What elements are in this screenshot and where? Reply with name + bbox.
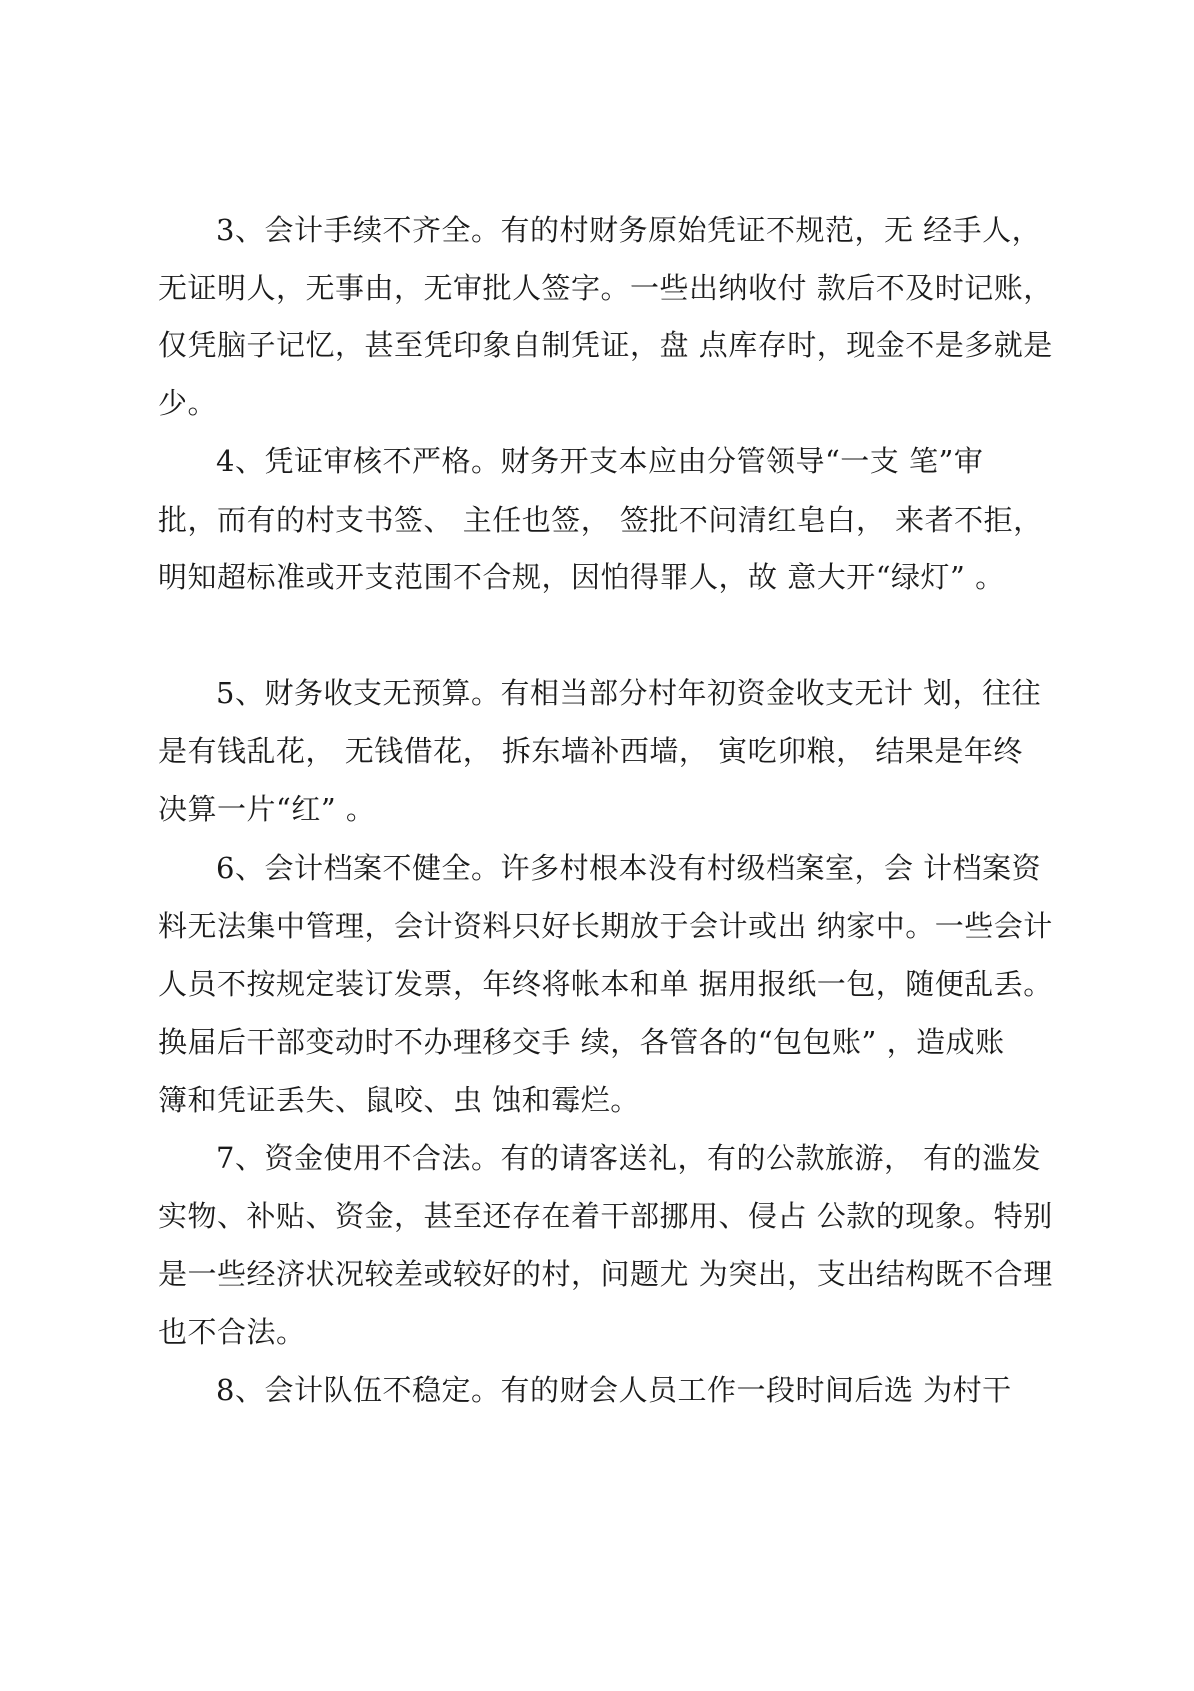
line-text: 实物、补贴、资金，甚至还存在着干部挪用、侵占 公款的现象。特别 <box>158 1199 1053 1233</box>
line-text: 是有钱乱花， 无钱借花， 拆东墙补西墙， 寅吃卯粮， 结果是年终 <box>158 734 1023 768</box>
paragraph-6-line-5 <box>0 1080 1194 1120</box>
line-text: 无证明人，无事由，无审批人签字。一些出纳收付 款后不及时记账， <box>158 271 1053 305</box>
line-text: 3、会计手续不齐全。有的村财务原始凭证不规范，无 经手人， <box>216 213 1042 247</box>
paragraph-4-line-1 <box>0 441 1194 481</box>
paragraph-6-line-3 <box>0 964 1194 1004</box>
paragraph-5-line-2 <box>0 731 1194 771</box>
line-text: 换届后干部变动时不办理移交手 续，各管各的“包包账” ，造成账 <box>158 1025 1005 1059</box>
paragraph-4-line-3 <box>0 557 1194 597</box>
paragraph-6-line-4 <box>0 1022 1194 1062</box>
paragraph-5-line-3 <box>0 789 1194 829</box>
paragraph-7-line-4 <box>0 1312 1194 1352</box>
paragraph-4-line-2 <box>0 500 1194 540</box>
line-text: 是一些经济状况较差或较好的村，问题尤 为突出，支出结构既不合理 <box>158 1257 1053 1291</box>
paragraph-3-line-3 <box>0 325 1194 365</box>
line-text: 5、财务收支无预算。有相当部分村年初资金收支无计 划，往往 <box>216 676 1042 710</box>
line-text: 明知超标准或开支范围不合规，因怕得罪人，故 意大开“绿灯” 。 <box>158 560 1005 594</box>
paragraph-6-line-2 <box>0 906 1194 946</box>
paragraph-3-line-2 <box>0 268 1194 308</box>
paragraph-5-line-1 <box>0 673 1194 713</box>
line-text: 也不合法。 <box>158 1315 306 1349</box>
line-text: 人员不按规定装订发票，年终将帐本和单 据用报纸一包，随便乱丢。 <box>158 967 1053 1001</box>
line-text: 8、会计队伍不稳定。有的财会人员工作一段时间后选 为村干 <box>216 1373 1012 1407</box>
paragraph-7-line-2 <box>0 1196 1194 1236</box>
line-text: 少。 <box>158 386 218 420</box>
line-text: 6、会计档案不健全。许多村根本没有村级档案室，会 计档案资 <box>216 851 1042 885</box>
paragraph-6-line-1 <box>0 848 1194 888</box>
line-text: 料无法集中管理，会计资料只好长期放于会计或出 纳家中。一些会计 <box>158 909 1053 943</box>
paragraph-7-line-3 <box>0 1254 1194 1294</box>
line-text: 7、资金使用不合法。有的请客送礼，有的公款旅游， 有的滥发 <box>216 1141 1042 1175</box>
paragraph-3-line-4 <box>0 383 1194 423</box>
line-text: 仅凭脑子记忆，甚至凭印象自制凭证，盘 点库存时，现金不是多就是 <box>158 328 1053 362</box>
line-text: 决算一片“红” 。 <box>158 792 376 826</box>
line-text: 簿和凭证丢失、鼠咬、虫 蚀和霉烂。 <box>158 1083 640 1117</box>
paragraph-7-line-1 <box>0 1138 1194 1178</box>
paragraph-8-line-1 <box>0 1370 1194 1410</box>
line-text: 批，而有的村支书签、 主任也签， 签批不问清红皂白， 来者不拒， <box>158 503 1043 537</box>
line-text: 4、凭证审核不严格。财务开支本应由分管领导“一支 笔”审 <box>216 444 984 478</box>
paragraph-3-line-1 <box>0 210 1194 250</box>
